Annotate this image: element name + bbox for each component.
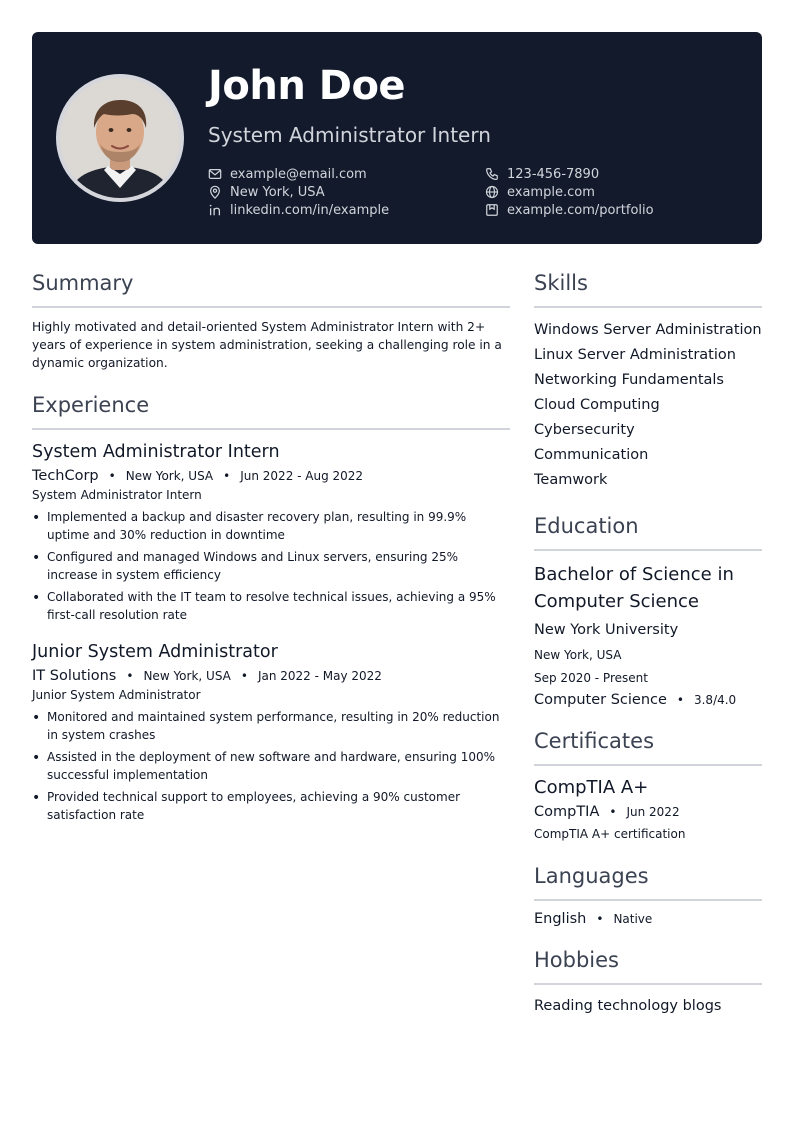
education-major-row bbox=[534, 692, 762, 708]
education-degree: Bachelor of Science in Computer Science bbox=[534, 564, 734, 612]
separator-dot: • bbox=[609, 805, 617, 819]
separator-dot: • bbox=[240, 669, 248, 683]
certificate-name: CompTIA A+ bbox=[534, 777, 649, 798]
languages-heading: Languages bbox=[534, 861, 762, 901]
certificates-section bbox=[534, 726, 762, 843]
hobbies-heading: Hobbies bbox=[534, 945, 762, 985]
separator-dot: • bbox=[596, 912, 604, 926]
job-location: New York, USA bbox=[143, 669, 231, 683]
contact-location bbox=[208, 183, 325, 201]
skill-item: Communication bbox=[534, 447, 649, 463]
job-meta bbox=[32, 468, 510, 484]
languages-section bbox=[534, 861, 762, 927]
job-company: IT Solutions bbox=[32, 668, 117, 684]
education-school: New York University bbox=[534, 622, 679, 638]
skills-list bbox=[534, 318, 762, 493]
main-column bbox=[32, 268, 510, 840]
contact-email[interactable] bbox=[208, 165, 367, 183]
hobbies-section bbox=[534, 945, 762, 1017]
certificates-heading: Certificates bbox=[534, 726, 762, 766]
job-company: TechCorp bbox=[32, 468, 99, 484]
linkedin-text: linkedin.com/in/example bbox=[230, 202, 390, 218]
email-text: example@email.com bbox=[230, 166, 367, 182]
contact-portfolio[interactable] bbox=[485, 201, 654, 219]
globe-icon bbox=[485, 185, 499, 199]
map-pin-icon bbox=[208, 185, 222, 199]
skill-item: Windows Server Administration bbox=[534, 322, 762, 338]
skill-item: Cloud Computing bbox=[534, 397, 660, 413]
job-title: Junior System Administrator bbox=[32, 642, 278, 662]
separator-dot: • bbox=[126, 669, 134, 683]
linkedin-icon bbox=[208, 203, 222, 217]
website-text: example.com bbox=[507, 184, 595, 200]
education-location: New York, USA bbox=[534, 648, 622, 662]
education-gpa: 3.8/4.0 bbox=[693, 693, 737, 707]
location-text: New York, USA bbox=[230, 184, 325, 200]
skills-heading: Skills bbox=[534, 268, 762, 308]
candidate-title: System Administrator Intern bbox=[208, 123, 491, 147]
job-entry bbox=[32, 440, 510, 624]
job-location: New York, USA bbox=[125, 469, 214, 483]
portfolio-text: example.com/portfolio bbox=[507, 202, 654, 218]
contact-website[interactable] bbox=[485, 183, 595, 201]
job-bullets bbox=[32, 708, 510, 824]
summary-text: Highly motivated and detail-oriented System Administrator Intern with 2+ years of experience in system administration, seeking a challenging role in a dynamic organization. bbox=[32, 320, 502, 370]
experience-heading: Experience bbox=[32, 390, 510, 430]
job-bullet: • Provided technical support to employees, achieving a 90% customer satisfaction rate bbox=[32, 788, 510, 824]
job-dates: Jan 2022 - May 2022 bbox=[257, 669, 382, 683]
certificate-description: CompTIA A+ certification bbox=[534, 827, 686, 841]
job-role: Junior System Administrator bbox=[32, 688, 201, 702]
separator-dot: • bbox=[108, 469, 116, 483]
job-bullet: • Implemented a backup and disaster recovery plan, resulting in 99.9% uptime and 30% reduction in downtime bbox=[32, 508, 510, 544]
certificate-date: Jun 2022 bbox=[626, 805, 680, 819]
side-column bbox=[534, 268, 762, 1035]
separator-dot: • bbox=[676, 693, 684, 707]
hobby-item: Reading technology blogs bbox=[534, 998, 722, 1014]
mail-icon bbox=[208, 167, 222, 181]
job-role: System Administrator Intern bbox=[32, 488, 202, 502]
certificate-issuer: CompTIA bbox=[534, 804, 600, 820]
certificate-meta bbox=[534, 804, 762, 820]
phone-text: 123-456-7890 bbox=[507, 166, 600, 182]
education-major: Computer Science bbox=[534, 692, 667, 708]
contact-phone[interactable] bbox=[485, 165, 599, 183]
job-entry bbox=[32, 640, 510, 824]
education-section bbox=[534, 511, 762, 708]
profile-photo bbox=[56, 74, 184, 202]
job-dates: Jun 2022 - Aug 2022 bbox=[240, 469, 364, 483]
job-bullet: • Collaborated with the IT team to resolve technical issues, achieving a 95% first-call resolution rate bbox=[32, 588, 510, 624]
job-bullet: • Monitored and maintained system performance, resulting in 20% reduction in system crashes bbox=[32, 708, 510, 744]
skill-item: Cybersecurity bbox=[534, 422, 635, 438]
job-bullet: • Assisted in the deployment of new software and hardware, ensuring 100% successful implementation bbox=[32, 748, 510, 784]
separator-dot: • bbox=[223, 469, 231, 483]
job-title: System Administrator Intern bbox=[32, 442, 280, 462]
portfolio-icon bbox=[485, 203, 499, 217]
job-meta bbox=[32, 668, 510, 684]
language-row bbox=[534, 911, 762, 927]
candidate-name: John Doe bbox=[208, 63, 406, 109]
contact-linkedin[interactable] bbox=[208, 201, 389, 219]
job-bullet: • Configured and managed Windows and Linux servers, ensuring 25% increase in system efficiency bbox=[32, 548, 510, 584]
skill-item: Teamwork bbox=[534, 472, 608, 488]
phone-icon bbox=[485, 167, 499, 181]
language-proficiency: Native bbox=[613, 912, 653, 926]
job-bullets bbox=[32, 508, 510, 624]
education-dates: Sep 2020 - Present bbox=[534, 671, 648, 685]
education-heading: Education bbox=[534, 511, 762, 551]
skill-item: Networking Fundamentals bbox=[534, 372, 724, 388]
skill-item: Linux Server Administration bbox=[534, 347, 736, 363]
resume-header bbox=[32, 32, 762, 244]
language-name: English bbox=[534, 911, 587, 927]
summary-heading: Summary bbox=[32, 268, 510, 308]
